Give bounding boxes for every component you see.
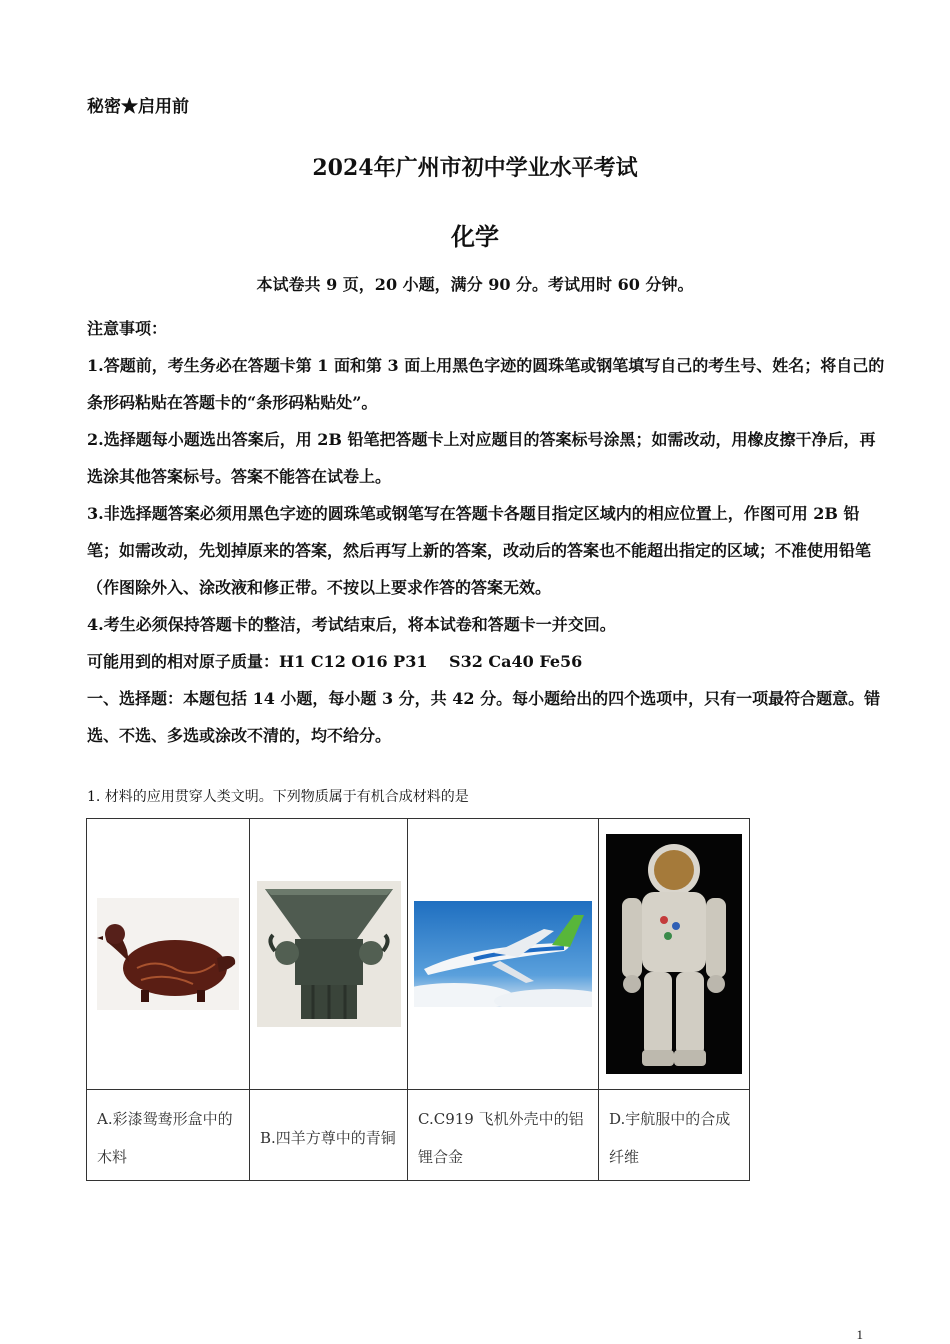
option-b-label: B.四羊方尊中的青铜: [250, 1090, 408, 1181]
option-d-label: D.宇航服中的合成纤维: [599, 1090, 750, 1181]
option-c-label: C.C919 飞机外壳中的铝锂合金: [408, 1090, 599, 1181]
note-item-4: 4.考生必须保持答题卡的整洁，考试结束后，将本试卷和答题卡一并交回。: [87, 615, 616, 634]
subject-title: 化学: [451, 222, 499, 251]
question-1-options-table: [86, 818, 750, 1181]
option-c-image-cell: [408, 819, 599, 1090]
c919-airplane-image: [414, 901, 592, 1007]
option-a-image-cell: [87, 819, 250, 1090]
question-1-stem: 1. 材料的应用贯穿人类文明。下列物质属于有机合成材料的是: [87, 789, 469, 805]
exam-title: 2024年广州市初中学业水平考试: [312, 155, 638, 181]
exam-info: 本试卷共 9 页，20 小题，满分 90 分。考试用时 60 分钟。: [256, 275, 694, 294]
page-number: 1: [856, 1327, 863, 1342]
instructions: [87, 310, 887, 754]
secret-mark: 秘密★启用前: [87, 97, 189, 117]
option-d-image-cell: [599, 819, 750, 1090]
note-item-2: 2.选择题每小题选出答案后，用 2B 铅笔把答题卡上对应题目的答案标号涂黑；如需改动，用橡皮擦干净后，再选涂其他答案标号。答案不能答在试卷上。: [87, 430, 876, 486]
atomic-mass-line: 可能用到的相对原子质量：H1 C12 O16 P31 S32 Ca40 Fe56: [87, 652, 583, 671]
lacquered-duck-box-image: [97, 898, 239, 1010]
option-a-label: A.彩漆鸳鸯形盒中的木料: [87, 1090, 250, 1181]
bronze-four-ram-zun-image: [257, 881, 401, 1027]
spacesuit-image: [606, 834, 742, 1074]
section-intro: 一、选择题：本题包括 14 小题，每小题 3 分，共 42 分。每小题给出的四个选项中，只有一项最符合题意。错选、不选、多选或涂改不清的，均不给分。: [87, 689, 881, 745]
notes-heading: 注意事项：: [87, 319, 168, 338]
note-item-1: 1.答题前，考生务必在答题卡第 1 面和第 3 面上用黑色字迹的圆珠笔或钢笔填写自己的考生号、姓名；将自己的条形码粘贴在答题卡的“条形码粘贴处”。: [87, 356, 885, 412]
option-b-image-cell: [250, 819, 408, 1090]
note-item-3: 3.非选择题答案必须用黑色字迹的圆珠笔或钢笔写在答题卡各题目指定区域内的相应位置上，作图可用 2B 铅笔；如需改动，先划掉原来的答案，然后再写上新的答案，改动后的答案也不能超出指定的区域；不准使用铅笔（作图除外入、涂改液和修正带。不按以上要求作答的答案无效。: [87, 504, 872, 597]
